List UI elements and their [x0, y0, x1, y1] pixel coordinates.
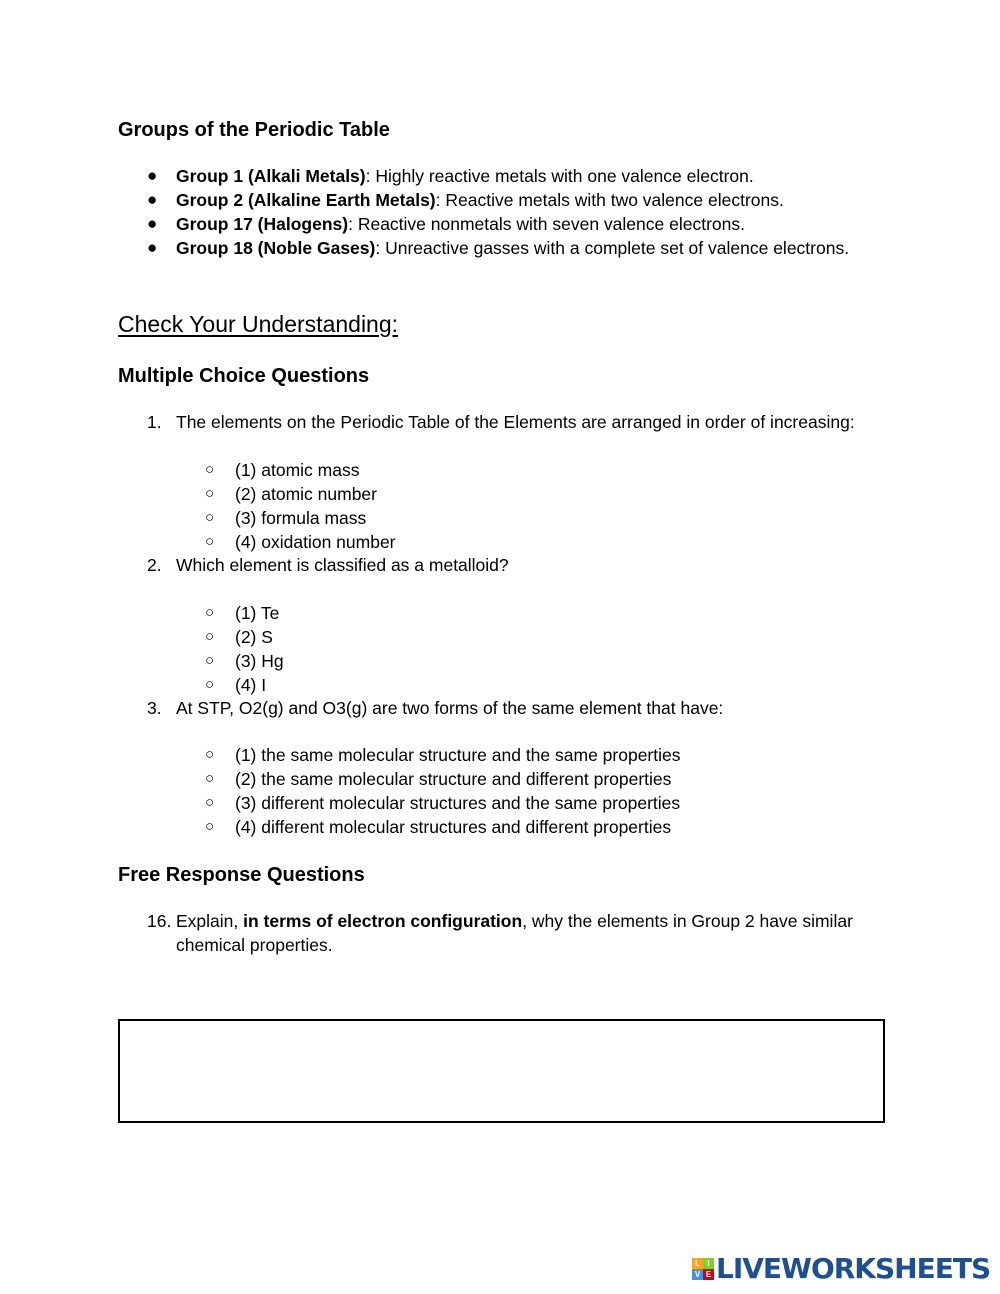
circle-bullet-icon: ○ [205, 818, 215, 835]
multiple-choice-heading: Multiple Choice Questions [118, 365, 370, 387]
circle-bullet-icon: ○ [205, 676, 215, 693]
question-text: The elements on the Periodic Table of the Elements are arranged in order of increasing: [176, 412, 855, 432]
option-label: (1) Te [235, 603, 280, 623]
logo-tile: L [692, 1258, 703, 1269]
bullet-icon: ● [147, 166, 158, 185]
question-text: Which element is classified as a metalloid? [176, 555, 509, 575]
group-name: Group 17 (Halogens) [176, 214, 349, 234]
groups-heading: Groups of the Periodic Table [118, 119, 390, 141]
logo-tile: V [692, 1269, 703, 1280]
question-number: 3. [147, 698, 162, 718]
circle-bullet-icon: ○ [205, 509, 215, 526]
group-description: : Reactive nonmetals with seven valence electrons. [348, 214, 745, 234]
option-label: (1) atomic mass [235, 460, 360, 480]
circle-bullet-icon: ○ [205, 746, 215, 763]
liveworksheets-icon [692, 1258, 714, 1280]
logo-tile: I [703, 1258, 714, 1269]
emphasis-text: in terms of electron configuration [243, 911, 523, 931]
option-label: (3) formula mass [235, 508, 367, 528]
question-text: Explain, in terms of electron configuration, why the elements in Group 2 have similar [176, 911, 853, 931]
question-number: 1. [147, 412, 162, 432]
group-description: : Highly reactive metals with one valence electron. [365, 166, 754, 186]
group-name: Group 18 (Noble Gases) [176, 238, 376, 258]
option-label: (4) I [235, 675, 267, 695]
bullet-icon: ● [147, 238, 158, 257]
question-number: 16. [147, 911, 172, 931]
group-description: : Reactive metals with two valence electrons. [435, 190, 784, 210]
circle-bullet-icon: ○ [205, 533, 215, 550]
option-label: (3) Hg [235, 651, 284, 671]
brand-text: LIVEWORKSHEETS [716, 1252, 991, 1285]
circle-bullet-icon: ○ [205, 604, 215, 621]
free-response-heading: Free Response Questions [118, 864, 365, 886]
circle-bullet-icon: ○ [205, 794, 215, 811]
option-label: (4) different molecular structures and different properties [235, 817, 672, 837]
option-label: (3) different molecular structures and the same properties [235, 793, 681, 813]
option-label: (2) atomic number [235, 484, 377, 504]
liveworksheets-logo [692, 1253, 990, 1285]
option-label: (2) S [235, 627, 273, 647]
option-label: (1) the same molecular structure and the same properties [235, 745, 681, 765]
circle-bullet-icon: ○ [205, 461, 215, 478]
circle-bullet-icon: ○ [205, 770, 215, 787]
question-text-continued: chemical properties. [176, 935, 333, 955]
group-name: Group 1 (Alkali Metals) [176, 166, 366, 186]
circle-bullet-icon: ○ [205, 652, 215, 669]
option-label: (4) oxidation number [235, 532, 396, 552]
bullet-icon: ● [147, 214, 158, 233]
group-description: : Unreactive gasses with a complete set of valence electrons. [375, 238, 850, 258]
answer-box[interactable] [118, 1019, 885, 1123]
option-label: (2) the same molecular structure and different properties [235, 769, 672, 789]
logo-tile: E [703, 1269, 714, 1280]
circle-bullet-icon: ○ [205, 485, 215, 502]
circle-bullet-icon: ○ [205, 628, 215, 645]
question-number: 2. [147, 555, 162, 575]
bullet-icon: ● [147, 190, 158, 209]
group-name: Group 2 (Alkaline Earth Metals) [176, 190, 436, 210]
question-text: At STP, O2(g) and O3(g) are two forms of the same element that have: [176, 698, 724, 718]
check-understanding-heading: Check Your Understanding: [118, 311, 399, 337]
